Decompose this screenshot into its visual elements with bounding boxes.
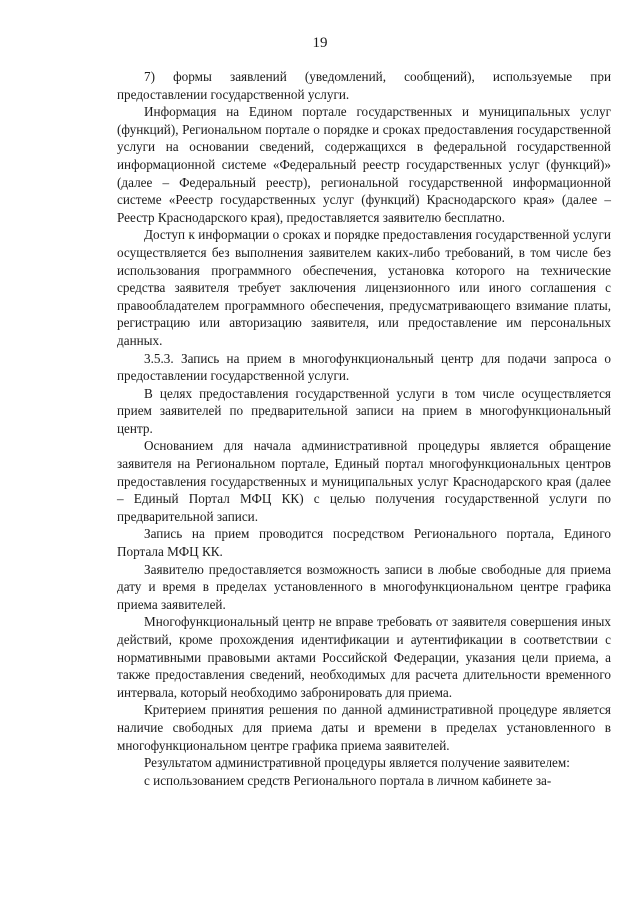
paragraph: Основанием для начала административной процедуры является обращение заявителя на Региональном портале, Единый портал многофункциональных центров предоставления государственных и муниципальных услуг Краснодарского края (далее – Единый Портал МФЦ КК) с целью получения государственной услуги по предварительной записи. xyxy=(117,438,611,524)
paragraph: с использованием средств Регионального портала в личном кабинете за- xyxy=(144,772,552,788)
paragraph: Критерием принятия решения по данной административной процедуре является наличие свободных для приема даты и времени в пределах установленного в многофункциональном центре графика приема заявителей. xyxy=(117,702,611,753)
page-number: 19 xyxy=(312,35,328,51)
paragraph: В целях предоставления государственной услуги в том числе осуществляется прием заявителей по предварительной записи на прием в многофункциональный центр. xyxy=(117,385,611,436)
paragraph: Заявителю предоставляется возможность записи в любые свободные для приема дату и время в пределах установленного в многофункциональном центре графика приема заявителей. xyxy=(117,561,611,612)
paragraph: 3.5.3. Запись на прием в многофункциональный центр для подачи запроса о предоставлении государственной услуги. xyxy=(117,350,611,384)
paragraph: Запись на прием проводится посредством Регионального портала, Единого Портала МФЦ КК. xyxy=(117,526,611,560)
paragraph: Результатом административной процедуры является получение заявителем: xyxy=(144,755,570,771)
paragraph: Многофункциональный центр не вправе требовать от заявителя совершения иных действий, кроме прохождения идентификации и аутентификации в соответствии с нормативными правовыми актами Российской Федерации, указания цели приема, а также предоставления сведений, необходимых для расчета длительности временного интервала, который необходимо забронировать для приема. xyxy=(117,614,611,700)
paragraph: Доступ к информации о сроках и порядке предоставления государственной услуги осуществляется без выполнения заявителем каких-либо требований, в том числе без использования программного обеспечения, установка которого на технические средства заявителя требует заключения лицензионного или иного соглашения с правообладателем программного обеспечения, предусматривающего взимание платы, регистрацию или авторизацию заявителя, или предоставление им персональных данных. xyxy=(117,227,611,348)
paragraph: 7) формы заявлений (уведомлений, сообщений), используемые при предоставлении государственной услуги. xyxy=(117,69,611,102)
paragraph: Информация на Едином портале государственных и муниципальных услуг (функций), Региональном портале о порядке и сроках предоставления государственной услуги на основании сведений, содержащихся в федеральной государственной информационной системе «Федеральный реестр государственных услуг (функций)» (далее – Федеральный реестр), региональной государственной информационной системе «Реестр государственных услуг (функций) Краснодарского края» (далее – Реестр Краснодарского края), предоставляется заявителю бесплатно. xyxy=(117,104,611,225)
document-body xyxy=(117,68,611,789)
